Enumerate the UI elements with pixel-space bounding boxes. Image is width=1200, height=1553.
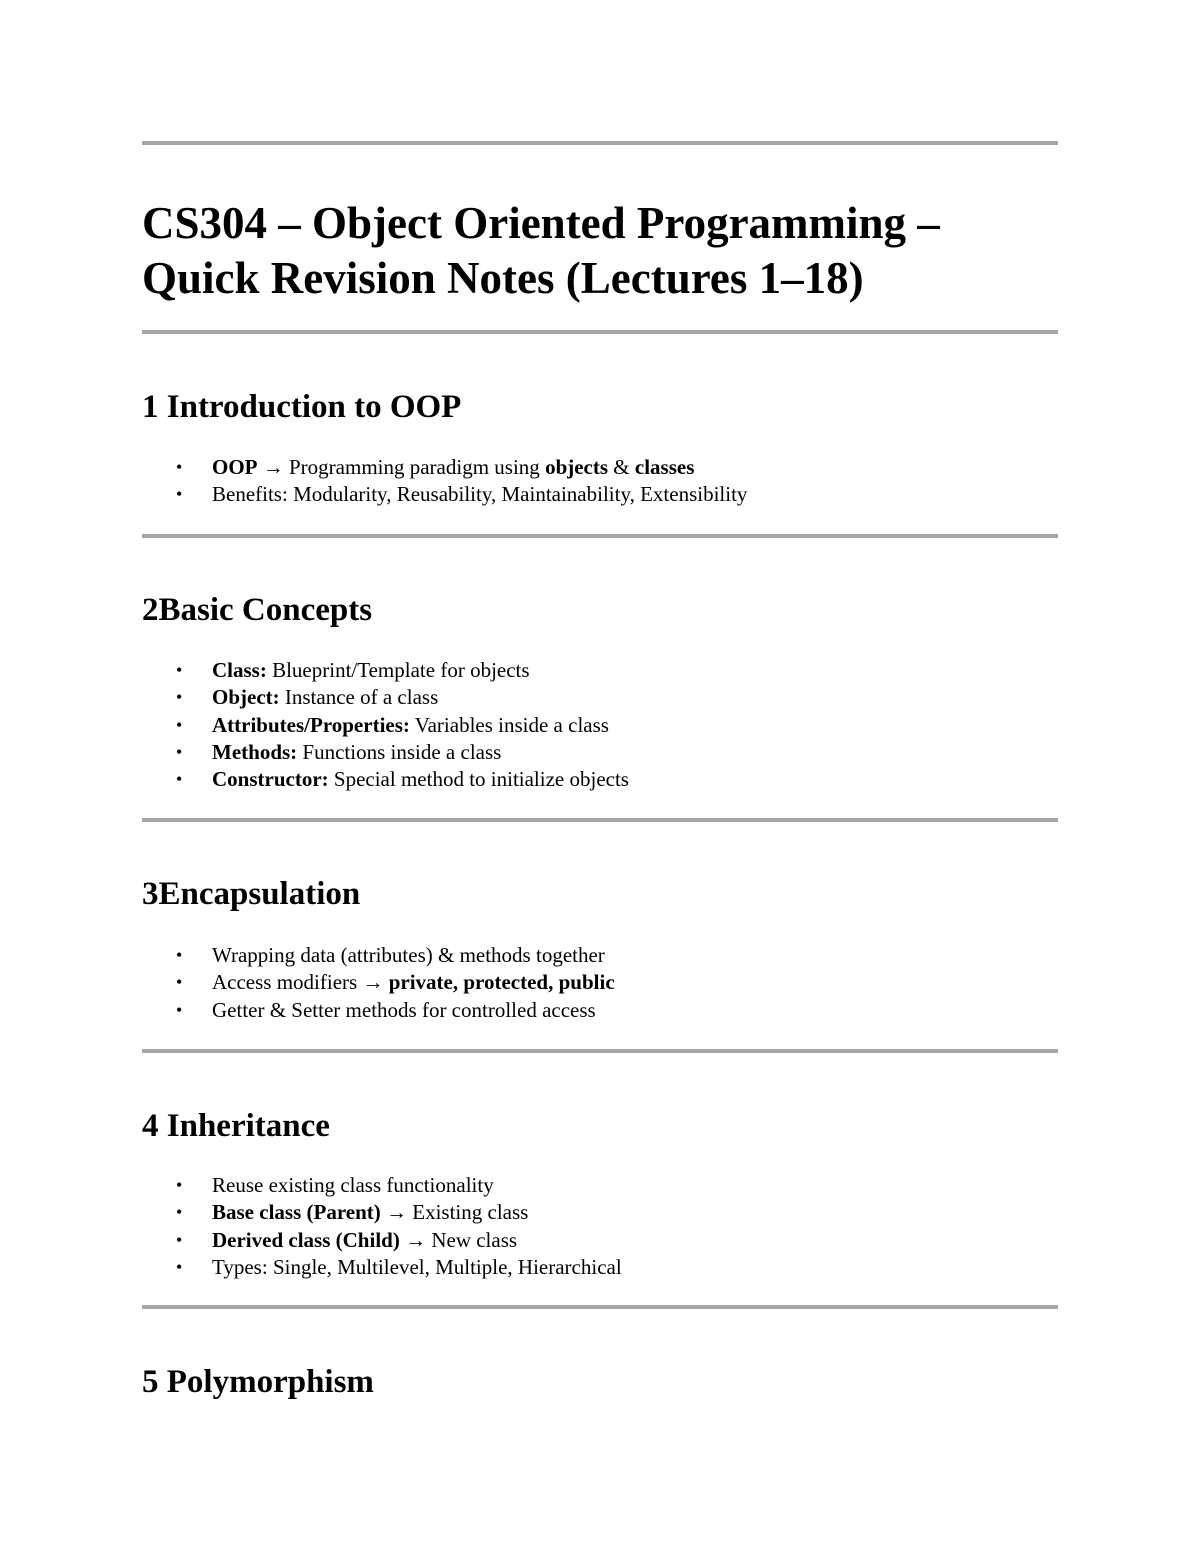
bullet-icon: •	[176, 972, 183, 993]
title-line-2: Quick Revision Notes (Lectures 1–18)	[142, 253, 864, 303]
horizontal-rule	[142, 1049, 1058, 1053]
bullet-icon: •	[176, 1202, 183, 1223]
section-list-basic-concepts	[142, 657, 629, 793]
bullet-icon: •	[176, 714, 183, 735]
list-item: • Access modifiers → private, protected, public	[142, 969, 615, 996]
bullet-icon: •	[176, 769, 183, 790]
bullet-icon: •	[176, 457, 183, 477]
list-item: • Base class (Parent) → Existing class	[142, 1199, 622, 1226]
list-item: • Attributes/Properties: Variables inside a class	[142, 712, 629, 739]
list-item: • Reuse existing class functionality	[142, 1172, 622, 1199]
bullet-icon: •	[176, 687, 183, 708]
bullet-icon: •	[176, 999, 183, 1020]
list-item: • Benefits: Modularity, Reusability, Maintainability, Extensibility	[142, 481, 747, 508]
section-heading-encapsulation: 3Encapsulation	[142, 876, 361, 912]
bullet-icon: •	[176, 1175, 183, 1195]
list-item: • Types: Single, Multilevel, Multiple, Hierarchical	[142, 1254, 622, 1281]
list-item: • Methods: Functions inside a class	[142, 739, 629, 766]
section-heading-basic-concepts: 2Basic Concepts	[142, 592, 373, 628]
horizontal-rule	[142, 818, 1058, 822]
list-item: • Getter & Setter methods for controlled access	[142, 997, 615, 1024]
section-heading-polymorphism: 5 Polymorphism	[142, 1364, 374, 1400]
section-list-intro	[142, 454, 747, 509]
horizontal-rule	[142, 330, 1058, 334]
horizontal-rule	[142, 534, 1058, 538]
section-list-encapsulation	[142, 942, 615, 1024]
bullet-icon: •	[176, 741, 183, 762]
document-title	[142, 196, 1058, 306]
section-list-inheritance	[142, 1172, 622, 1281]
bullet-icon: •	[176, 1229, 183, 1250]
bullet-icon: •	[176, 1256, 183, 1277]
list-item: • Constructor: Special method to initialize objects	[142, 766, 629, 793]
section-heading-intro: 1 Introduction to OOP	[142, 389, 462, 425]
horizontal-rule	[142, 141, 1058, 145]
list-item: • Object: Instance of a class	[142, 684, 629, 711]
section-heading-inheritance: 4 Inheritance	[142, 1108, 330, 1144]
bullet-icon: •	[176, 660, 183, 680]
list-item: • OOP → Programming paradigm using objects & classes	[142, 454, 747, 481]
horizontal-rule	[142, 1305, 1058, 1309]
list-item: • Wrapping data (attributes) & methods together	[142, 942, 615, 969]
list-item: • Derived class (Child) → New class	[142, 1227, 622, 1254]
list-item: • Class: Blueprint/Template for objects	[142, 657, 629, 684]
bullet-icon: •	[176, 945, 183, 965]
title-line-1: CS304 – Object Oriented Programming –	[142, 198, 940, 248]
bullet-icon: •	[176, 484, 183, 505]
